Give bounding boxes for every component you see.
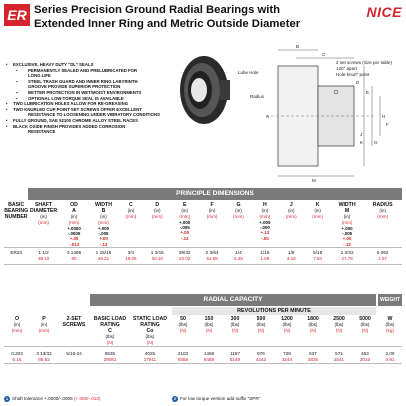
column-unit-mm: (N): [283, 328, 291, 333]
cell-value-mm: 3.18: [278, 256, 304, 265]
column-symbol: BASIC BEARING NUMBER: [4, 202, 29, 220]
column-symbol: 150: [204, 316, 214, 322]
column-symbol: 1200: [281, 316, 293, 322]
cell-value-mm: 5.16: [4, 357, 30, 364]
column-symbol: F: [210, 202, 214, 208]
cell-value-mm: 49.21: [89, 256, 117, 265]
column-symbol: 2-SET SCREWS: [62, 316, 86, 328]
column-symbol: A: [72, 208, 76, 214]
column-unit-mm: (mm): [38, 220, 49, 225]
column-header-j: [278, 200, 304, 247]
column-unit-mm: (mm): [259, 214, 271, 219]
column-symbol: O: [14, 316, 20, 322]
feature-text: LONG LIFE: [28, 73, 51, 79]
column-header-od: [59, 200, 89, 247]
column-symbol: WIDTH: [94, 202, 112, 208]
column-symbol: C: [129, 202, 133, 208]
brand-logo: NICE: [366, 4, 402, 20]
dim-label-j: J: [360, 132, 363, 137]
column-header: [300, 316, 326, 347]
column-unit-mm: (N): [309, 328, 317, 333]
column-symbol: STATIC LOAD RATING: [132, 316, 168, 328]
principle-dimensions-band: PRINCIPLE DIMENSIONS: [28, 188, 402, 200]
column-unit: (in): [40, 322, 48, 327]
cell-value: 6535: [90, 347, 130, 358]
feature-text: BETTER PROTECTION IN WET/MOIST ENVIRONMENTS: [28, 89, 142, 95]
cell-value-mm: 7.94: [304, 256, 330, 265]
column-header-e: [170, 200, 198, 247]
tolerance: -.005: [179, 225, 190, 231]
column-unit-mm: (mm): [179, 214, 191, 219]
column-unit-mm: (mm): [233, 214, 244, 219]
feature-text: FULLY GROUND, SAE 52100 CHROME ALLOY STEEL RACES: [13, 117, 139, 123]
column-header-c: [118, 200, 144, 247]
feature-text: PERMANENTLY SEALED AND PRELUBRICATED FOR: [28, 67, 138, 73]
cell-value-mm: [58, 357, 90, 364]
column-unit-mm: (mm): [38, 328, 50, 333]
dim-label-h: H: [382, 114, 386, 119]
feature-text: RESISTANCE TO LOOSENING UNDER VIBRATORY CONDITIONS: [28, 112, 160, 118]
column-unit: (lbs): [256, 322, 266, 327]
column-symbol: 2500: [333, 316, 345, 322]
cell-value: 976: [248, 347, 274, 358]
column-unit: (in): [379, 208, 386, 213]
cell-value: 0.203: [4, 347, 30, 358]
page-title-line1: Series Precision Ground Radial Bearings with: [34, 4, 281, 16]
cell-value: ER24: [4, 247, 28, 256]
column-unit: (in): [314, 208, 321, 213]
column-header-h: [252, 200, 278, 247]
column-header: [170, 316, 196, 347]
column-unit-mm: (mm): [151, 214, 163, 219]
column-unit: (in): [100, 214, 107, 219]
column-symbol: B: [101, 208, 106, 214]
cell-value-mm: 2016: [352, 357, 378, 364]
cell-value: 2103: [170, 347, 196, 358]
tolerance: -.013: [69, 241, 80, 247]
cell-value-mm: 27.78: [331, 256, 363, 265]
column-unit: (lbs): [360, 322, 370, 327]
tolerance: -.13: [99, 241, 108, 247]
cell-value-mm: 86.52: [30, 357, 58, 364]
column-unit-mm: (kg): [386, 328, 394, 333]
bullet-icon: •: [6, 117, 8, 123]
footnote-text: Shaft tolerance +.0000/-.0005: [12, 396, 73, 401]
column-symbol: 5000: [359, 316, 371, 322]
column-symbol: D: [155, 202, 160, 208]
column-unit: (in): [13, 322, 21, 327]
cell-value-mm: 19.05: [118, 256, 144, 265]
square-bullet-icon: ▪: [16, 95, 18, 101]
cell-value: 2 3/64: [199, 247, 225, 256]
column-unit-mm: (N): [205, 328, 213, 333]
column-unit-mm: (mm): [98, 220, 109, 225]
column-unit: (lbs): [204, 322, 214, 327]
tolerance: -.13: [180, 235, 189, 241]
column-header: [274, 316, 300, 347]
column-unit-mm: (N): [361, 328, 369, 333]
feature-text: GROOVE PROVIDE SUPERIOR PROTECTION: [28, 84, 121, 90]
lube-hole-label: Lube Hole: [238, 70, 259, 75]
dim-label-k: K: [360, 140, 364, 145]
cell-value-mm: 38.10: [28, 256, 58, 265]
column-symbol: G: [236, 202, 241, 208]
header: [4, 4, 402, 34]
weight-band: WEIGHT: [378, 294, 402, 306]
cell-value: 0.062: [363, 247, 402, 256]
cell-value: 29/32: [170, 247, 198, 256]
footnote-shaft-tolerance: [4, 396, 100, 402]
cell-value-mm: 2835: [300, 357, 326, 364]
column-header-basic: [4, 200, 28, 247]
column-unit: (lbs): [385, 322, 395, 327]
column-unit-mm: (mm): [377, 214, 389, 219]
column-header-m: [331, 200, 363, 247]
bearing-photo: [172, 50, 232, 130]
column-header-d: [144, 200, 170, 247]
column-unit: (lbs): [145, 334, 155, 339]
cell-value-mm: 80: [59, 256, 89, 265]
tolerance: +.13: [260, 230, 270, 236]
bullet-icon: •: [6, 123, 8, 129]
capacity-table: [4, 316, 402, 364]
tolerance: -.000: [259, 225, 270, 231]
column-unit-mm: (mm): [285, 214, 297, 219]
column-unit-mm: (N): [257, 328, 265, 333]
dim-label-b: B: [296, 44, 300, 49]
column-unit-mm: (N): [179, 328, 187, 333]
column-unit: (in): [153, 208, 161, 213]
footnote-text: For low torque version add suffix "SPR": [180, 396, 261, 401]
column-header: [196, 316, 222, 347]
column-header: [326, 316, 352, 347]
column-symbol: 300: [230, 316, 240, 322]
tolerance: -.0005: [67, 231, 81, 237]
set-screws-angle-label: 120° apart: [336, 66, 357, 71]
technical-drawing: [236, 36, 404, 186]
column-unit-mm: (mm): [206, 214, 218, 219]
cell-value: 5/16: [304, 247, 330, 256]
tolerance: -.00: [261, 235, 269, 241]
footnote-metric: (+.000/-.013): [73, 396, 101, 401]
cell-value: 1/4: [225, 247, 251, 256]
feature-text: BLACK OXIDE FINISH PROVIDES ADDED CORROSION: [13, 123, 126, 129]
column-symbol: 500: [256, 316, 266, 322]
column-symbol: K: [315, 202, 320, 208]
cell-value: 1 3/16: [144, 247, 170, 256]
column-header: [222, 316, 248, 347]
cell-value: 1 3/32: [331, 247, 363, 256]
cell-value-mm: 3244: [274, 357, 300, 364]
column-header: [352, 316, 378, 347]
column-unit: (lbs): [308, 322, 318, 327]
column-symbol: BASIC LOAD RATING: [93, 316, 127, 328]
column-header-shaft: [28, 200, 58, 247]
dim-label-g: G: [374, 140, 378, 145]
tolerance: +.00: [180, 230, 190, 236]
column-symbol: RADIUS: [372, 202, 393, 208]
footnote-number: 1: [5, 396, 9, 401]
column-header: [4, 316, 30, 347]
cell-value: 1157: [222, 347, 248, 358]
tolerance: +.00: [342, 236, 352, 242]
tolerance: -.13: [343, 241, 351, 247]
column-symbol: H: [262, 202, 267, 208]
cell-value-mm: 29081: [90, 357, 130, 364]
dim-label-a: A: [266, 114, 270, 119]
page-title-line2: Extended Inner Ring and Metric Outside Diameter: [34, 18, 301, 30]
feature-text: TWO KNURLED CUP POINT SET SCREWS OFFER EXCELLENT: [13, 106, 142, 112]
tolerance: +.005: [259, 220, 271, 225]
set-screws-label: 2 set screws (size per table): [336, 60, 393, 65]
column-unit: (in): [261, 208, 269, 213]
column-symbol: WIDTH: [338, 202, 356, 208]
square-bullet-icon: ▪: [16, 89, 18, 95]
tolerance: +.0000: [67, 226, 81, 231]
radius-label: Radius: [250, 94, 265, 99]
cell-value-mm: 23.02: [170, 256, 198, 265]
radial-capacity-band: RADIAL CAPACITY: [90, 294, 376, 306]
column-header: [30, 316, 58, 347]
cell-value: 3 13/32: [30, 347, 58, 358]
bullet-icon: •: [6, 106, 8, 112]
cell-value-mm: 1.57: [363, 256, 402, 265]
column-symbol: Co: [146, 328, 154, 334]
cell-value-mm: 17911: [130, 357, 170, 364]
cell-value: 729: [274, 347, 300, 358]
column-symbol: J: [289, 202, 293, 208]
column-unit: (in): [181, 208, 188, 213]
column-unit-mm: (N): [146, 340, 154, 345]
dim-label-c: C: [322, 52, 326, 57]
drawing-lines: [236, 36, 404, 186]
column-unit: (in): [235, 208, 242, 213]
cell-value-mm: 1.59: [252, 256, 278, 265]
cell-value: 637: [300, 347, 326, 358]
bullet-icon: •: [6, 62, 8, 67]
column-symbol: P: [42, 316, 46, 322]
series-logo: ER: [4, 4, 30, 26]
cell-value-mm: [4, 256, 28, 265]
dim-label-e: E: [366, 90, 370, 95]
column-symbol: M: [344, 208, 350, 214]
cell-value-mm: 6488: [196, 357, 222, 364]
column-header: [90, 316, 130, 347]
knurl-point-label: Hole-knurl* point: [336, 72, 370, 77]
cell-value-mm: 4343: [248, 357, 274, 364]
column-unit: (lbs): [334, 322, 344, 327]
column-unit-mm: (mm): [68, 220, 80, 225]
cell-value: 3/4: [118, 247, 144, 256]
column-unit: (lbs): [282, 322, 292, 327]
cell-value-mm: 30.16: [144, 256, 170, 265]
column-unit: (lbs): [105, 334, 115, 339]
column-unit: (in): [343, 214, 351, 219]
column-unit-mm: (mm): [11, 328, 23, 333]
cell-value: 1458: [196, 347, 222, 358]
column-symbol: E: [182, 202, 187, 208]
cell-value: 1 15/16: [89, 247, 117, 256]
square-bullet-icon: ▪: [16, 78, 18, 84]
cell-value-mm: 9358: [170, 357, 196, 364]
column-unit-mm: (N): [106, 340, 114, 345]
cell-value: 4025: [130, 347, 170, 358]
tolerance: -.005: [342, 231, 353, 237]
rpm-band: REVOLUTIONS PER MINUTE: [172, 307, 376, 315]
cell-value: 453: [352, 347, 378, 358]
cell-value: 1/8: [278, 247, 304, 256]
column-unit-mm: (mm): [312, 214, 323, 219]
column-symbol: SHAFT: [34, 202, 53, 208]
cell-value: 1 1/2: [28, 247, 58, 256]
column-header: [58, 316, 90, 347]
footnote-number: 2: [173, 396, 177, 401]
footnote-low-torque: [172, 396, 260, 402]
cell-value: 3.1496: [59, 247, 89, 256]
column-unit-mm: (mm): [341, 220, 353, 225]
column-header: [378, 316, 402, 347]
feature-text: STEEL TRASH GUARD AND INNER RING LABYRINTH: [28, 78, 138, 84]
tolerance: +.000: [341, 226, 353, 231]
column-symbol: OD: [70, 202, 78, 208]
cell-value: 571: [326, 347, 352, 358]
column-unit: (lbs): [230, 322, 240, 327]
cell-value: 2.00: [378, 347, 402, 358]
feature-text: OPTIONAL LOW-TORQUE SEAL IS AVAILABLE: [28, 95, 124, 101]
tolerance: +.000: [179, 220, 191, 225]
column-unit: (in): [287, 208, 295, 213]
column-unit: (in): [70, 214, 78, 219]
bullet-icon: •: [6, 101, 8, 107]
column-unit: (in): [40, 214, 47, 219]
column-unit-mm: (N): [231, 328, 239, 333]
square-bullet-icon: ▪: [16, 67, 18, 73]
cell-value-mm: 51.99: [199, 256, 225, 265]
tolerance: +.000: [97, 226, 110, 231]
dimensions-table: [4, 200, 402, 265]
tolerance: -.005: [98, 231, 109, 237]
column-unit: (in): [208, 208, 216, 213]
column-header-width: [89, 200, 117, 247]
cell-value: 1/16: [252, 247, 278, 256]
column-header-g: [225, 200, 251, 247]
tolerance: +.00: [69, 236, 79, 242]
cell-value-mm: 2541: [326, 357, 352, 364]
cell-value: 5/16-24: [58, 347, 90, 358]
column-header: [248, 316, 274, 347]
dim-label-f: F: [386, 122, 389, 127]
tolerance: +.00: [99, 236, 108, 242]
cell-value-mm: 6.35: [225, 256, 251, 265]
feature-text: TWO LUBRICATION HOLES ALLOW FOR RE-GREASING: [13, 101, 129, 107]
column-unit-mm: (N): [335, 328, 343, 333]
column-unit: (in): [127, 208, 135, 213]
column-unit-mm: (mm): [125, 214, 137, 219]
cell-value-mm: 5149: [222, 357, 248, 364]
feature-text: EXCLUSIVE, HEAVY DUTY "DL" SEALS: [13, 62, 94, 67]
cell-value-mm: 0.91: [378, 357, 402, 364]
dim-label-d: D: [356, 80, 360, 85]
column-symbol: W: [387, 316, 393, 322]
dim-label-m: M: [312, 178, 316, 183]
column-symbol: 1800: [307, 316, 319, 322]
column-unit: (lbs): [178, 322, 188, 327]
column-symbol: C: [108, 328, 112, 334]
column-header-radius: [363, 200, 402, 247]
feature-text: RESISTANCE: [28, 129, 56, 135]
column-symbol: DIAMETER: [30, 208, 58, 214]
column-symbol: 50: [180, 316, 186, 322]
column-header-k: [304, 200, 330, 247]
column-header: [130, 316, 170, 347]
column-header-f: [199, 200, 225, 247]
